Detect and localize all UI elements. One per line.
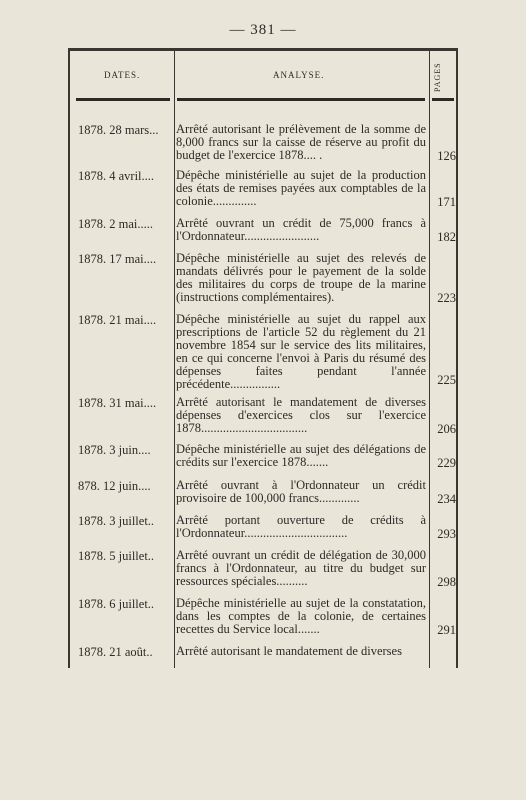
entry-date: 1878. 28 mars... bbox=[78, 123, 159, 137]
dates-column-rule bbox=[174, 51, 175, 668]
entry-date: 1878. 3 juin.... bbox=[78, 443, 151, 457]
entry-date: 1878. 21 mai.... bbox=[78, 313, 157, 327]
entry-page: 182 bbox=[437, 230, 456, 244]
entry-date: 878. 12 juin.... bbox=[78, 479, 151, 493]
entry-page: 229 bbox=[437, 456, 456, 470]
entry-analysis: Dépêche ministérielle au sujet du rappel aux prescriptions de l'article 52 du règlement du 21 novembre 1854 sur le service des lits militaires, en ce qui concerne l'envoi à Paris du résumé des dépenses faites pendant l'année précédente................ bbox=[176, 312, 426, 391]
entry-analysis: Arrêté ouvrant un crédit de délégation de 30,000 francs à l'Ordonnateur, au titre du budget sur ressources spéciales.......... bbox=[176, 548, 426, 588]
entry-page: 234 bbox=[437, 492, 456, 506]
header-dates: DATES. bbox=[104, 70, 141, 80]
entry-analysis: Dépêche ministérielle au sujet des relevés de mandats délivrés pour le payement de la solde des militaires du corps de troupe de la marine (instructions complémentaires). bbox=[176, 251, 426, 304]
entry-analysis: Dépêche ministérielle au sujet de la production des états de remises payées aux comptables de la colonie.............. bbox=[176, 168, 426, 208]
header-analyse: ANALYSE. bbox=[273, 70, 325, 80]
entry-date: 1878. 21 août.. bbox=[78, 645, 153, 659]
entry-date: 1878. 5 juillet.. bbox=[78, 549, 155, 563]
header-underline-pages bbox=[432, 98, 454, 101]
header-underline-analyse bbox=[177, 98, 425, 101]
analyse-column-rule bbox=[429, 51, 430, 668]
table-top-rule bbox=[68, 48, 458, 51]
entry-analysis: Dépêche ministérielle au sujet des délégations de crédits sur l'exercice 1878....... bbox=[176, 442, 426, 469]
entry-page: 171 bbox=[437, 195, 456, 209]
header-underline-dates bbox=[76, 98, 170, 101]
entry-analysis: Dépêche ministérielle au sujet de la constatation, dans les comptes de la colonie, de certaines recettes du Service local....... bbox=[176, 596, 426, 636]
entry-date: 1878. 3 juillet.. bbox=[78, 514, 155, 528]
entry-analysis: Arrêté ouvrant à l'Ordonnateur un crédit provisoire de 100,000 francs............. bbox=[176, 478, 426, 505]
entry-page: 293 bbox=[437, 527, 456, 541]
entry-page: 291 bbox=[437, 623, 456, 637]
entry-analysis: Arrêté portant ouverture de crédits à l'Ordonnateur................................. bbox=[176, 513, 426, 540]
entry-date: 1878. 31 mai.... bbox=[78, 396, 157, 410]
entry-analysis: Arrêté autorisant le mandatement de diverses bbox=[176, 644, 402, 658]
entry-page: 223 bbox=[437, 291, 456, 305]
entry-analysis: Arrêté ouvrant un crédit de 75,000 francs à l'Ordonnateur........................ bbox=[176, 216, 426, 243]
entry-page: 225 bbox=[437, 373, 456, 387]
page-number: — 381 — bbox=[229, 22, 297, 38]
entry-date: 1878. 4 avril.... bbox=[78, 169, 155, 183]
entry-analysis: Arrêté autorisant le prélèvement de la somme de 8,000 francs sur la caisse de réserve au profit du budget de l'exercice 1878.... . bbox=[176, 122, 426, 162]
entry-analysis: Arrêté autorisant le mandatement de diverses dépenses d'exercices clos sur l'exercice 1878.................................. bbox=[176, 395, 426, 435]
entry-page: 126 bbox=[437, 149, 456, 163]
header-pages: PAGES bbox=[433, 62, 442, 92]
entry-date: 1878. 17 mai.... bbox=[78, 252, 157, 266]
entry-page: 298 bbox=[437, 575, 456, 589]
entry-date: 1878. 2 mai..... bbox=[78, 217, 153, 231]
entry-date: 1878. 6 juillet.. bbox=[78, 597, 155, 611]
entry-page: 206 bbox=[437, 422, 456, 436]
